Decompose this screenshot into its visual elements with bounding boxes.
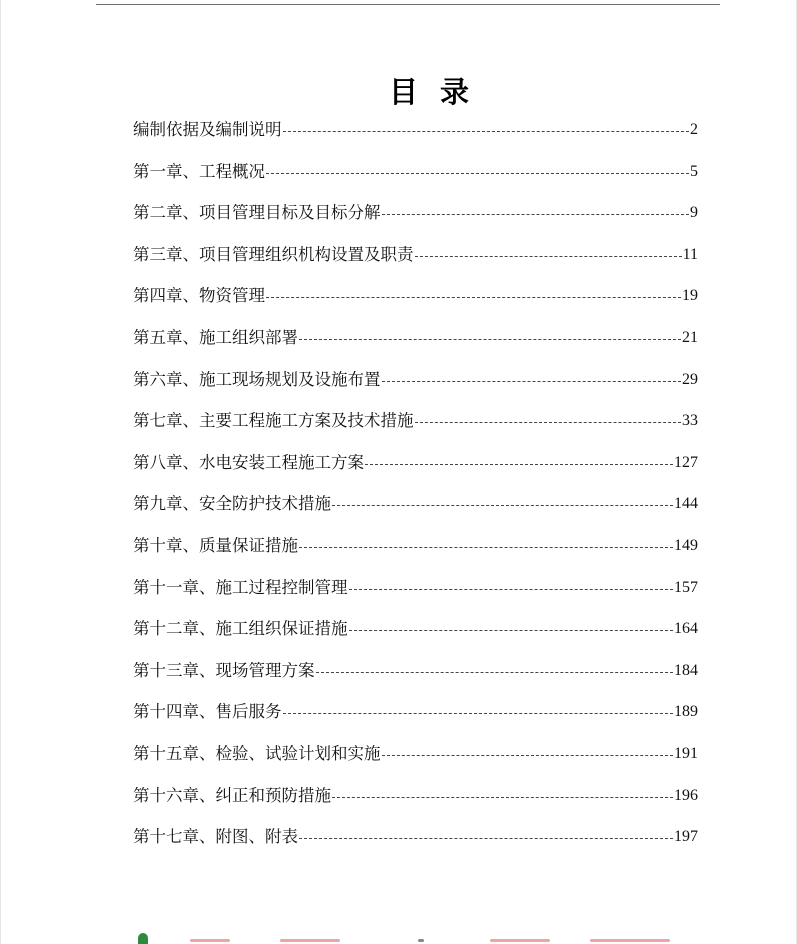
toc-entry-label: 第十二章、施工组织保证措施 [133, 619, 348, 639]
toc-dot-leader [283, 713, 674, 714]
toc-entry-label: 第二章、项目管理目标及目标分解 [133, 203, 381, 223]
toc-entry-label: 第四章、物资管理 [133, 286, 265, 306]
toc-list [133, 117, 698, 866]
toc-entry-page: 127 [674, 453, 698, 471]
toc-entry-page: 197 [674, 828, 698, 846]
toc-entry-page: 184 [674, 661, 698, 679]
toc-entry-page: 19 [682, 287, 698, 305]
toc-entry-page: 144 [674, 495, 698, 513]
toc-entry-label: 第八章、水电安装工程施工方案 [133, 452, 364, 472]
toc-entry-label: 第十七章、附图、附表 [133, 827, 298, 847]
footer-strip [130, 931, 690, 944]
toc-entry[interactable] [133, 533, 698, 575]
toc-entry-label: 第十六章、纠正和预防措施 [133, 785, 331, 805]
toc-dot-leader [415, 256, 682, 257]
toc-entry-label: 第十四章、售后服务 [133, 702, 282, 722]
toc-entry-page: 5 [690, 162, 698, 180]
toc-dot-leader [415, 422, 682, 423]
toc-entry[interactable] [133, 450, 698, 492]
toc-entry-page: 9 [690, 204, 698, 222]
footer-fragment [490, 939, 550, 942]
toc-dot-leader [299, 838, 673, 839]
toc-entry-label: 第三章、项目管理组织机构设置及职责 [133, 244, 414, 264]
toc-entry-page: 2 [690, 121, 698, 138]
toc-dot-leader [299, 339, 681, 340]
toc-entry[interactable] [133, 159, 698, 201]
toc-title: 目录 [388, 75, 491, 109]
toc-entry[interactable] [133, 200, 698, 242]
header-rule [96, 4, 720, 5]
toc-entry-page: 149 [674, 536, 698, 554]
footer-fragment [190, 939, 230, 942]
toc-dot-leader [266, 173, 689, 174]
toc-entry[interactable] [133, 783, 698, 825]
toc-dot-leader [365, 464, 673, 465]
toc-entry-label: 第五章、施工组织部署 [133, 327, 298, 347]
toc-entry-label: 第十一章、施工过程控制管理 [133, 577, 348, 597]
toc-entry-label: 第七章、主要工程施工方案及技术措施 [133, 411, 414, 431]
toc-entry-page: 33 [682, 412, 698, 430]
toc-entry[interactable] [133, 616, 698, 658]
toc-dot-leader [316, 672, 674, 673]
toc-entry[interactable] [133, 741, 698, 783]
toc-entry-page: 29 [682, 370, 698, 388]
toc-entry[interactable] [133, 367, 698, 409]
toc-entry[interactable] [133, 658, 698, 700]
toc-dot-leader [382, 755, 674, 756]
footer-fragment [418, 939, 424, 942]
toc-entry-page: 157 [674, 578, 698, 596]
toc-entry-page: 191 [674, 744, 698, 762]
toc-dot-leader [332, 505, 673, 506]
toc-entry-page: 21 [682, 328, 698, 346]
footer-fragment [280, 939, 340, 942]
toc-entry-label: 编制依据及编制说明 [133, 120, 282, 139]
toc-dot-leader [266, 297, 681, 298]
toc-entry[interactable] [133, 117, 698, 159]
footer-logo-icon [138, 933, 148, 944]
toc-entry-label: 第六章、施工现场规划及设施布置 [133, 369, 381, 389]
toc-entry-label: 第一章、工程概况 [133, 161, 265, 181]
toc-entry-page: 164 [674, 620, 698, 638]
toc-dot-leader [332, 797, 673, 798]
toc-entry[interactable] [133, 283, 698, 325]
toc-dot-leader [349, 589, 674, 590]
toc-entry[interactable] [133, 575, 698, 617]
toc-dot-leader [382, 214, 690, 215]
toc-entry-label: 第九章、安全防护技术措施 [133, 494, 331, 514]
toc-dot-leader [382, 381, 682, 382]
toc-entry[interactable] [133, 242, 698, 284]
toc-entry-label: 第十章、质量保证措施 [133, 535, 298, 555]
footer-fragment [590, 939, 670, 942]
toc-entry-page: 196 [674, 786, 698, 804]
toc-dot-leader [283, 131, 690, 132]
toc-dot-leader [299, 547, 673, 548]
toc-entry-page: 189 [674, 703, 698, 721]
toc-entry[interactable] [133, 824, 698, 866]
toc-entry[interactable] [133, 491, 698, 533]
toc-dot-leader [349, 630, 674, 631]
toc-entry-label: 第十三章、现场管理方案 [133, 660, 315, 680]
toc-entry-page: 11 [682, 245, 698, 263]
toc-entry[interactable] [133, 699, 698, 741]
toc-entry-label: 第十五章、检验、试验计划和实施 [133, 743, 381, 763]
toc-entry[interactable] [133, 325, 698, 367]
toc-entry[interactable] [133, 408, 698, 450]
